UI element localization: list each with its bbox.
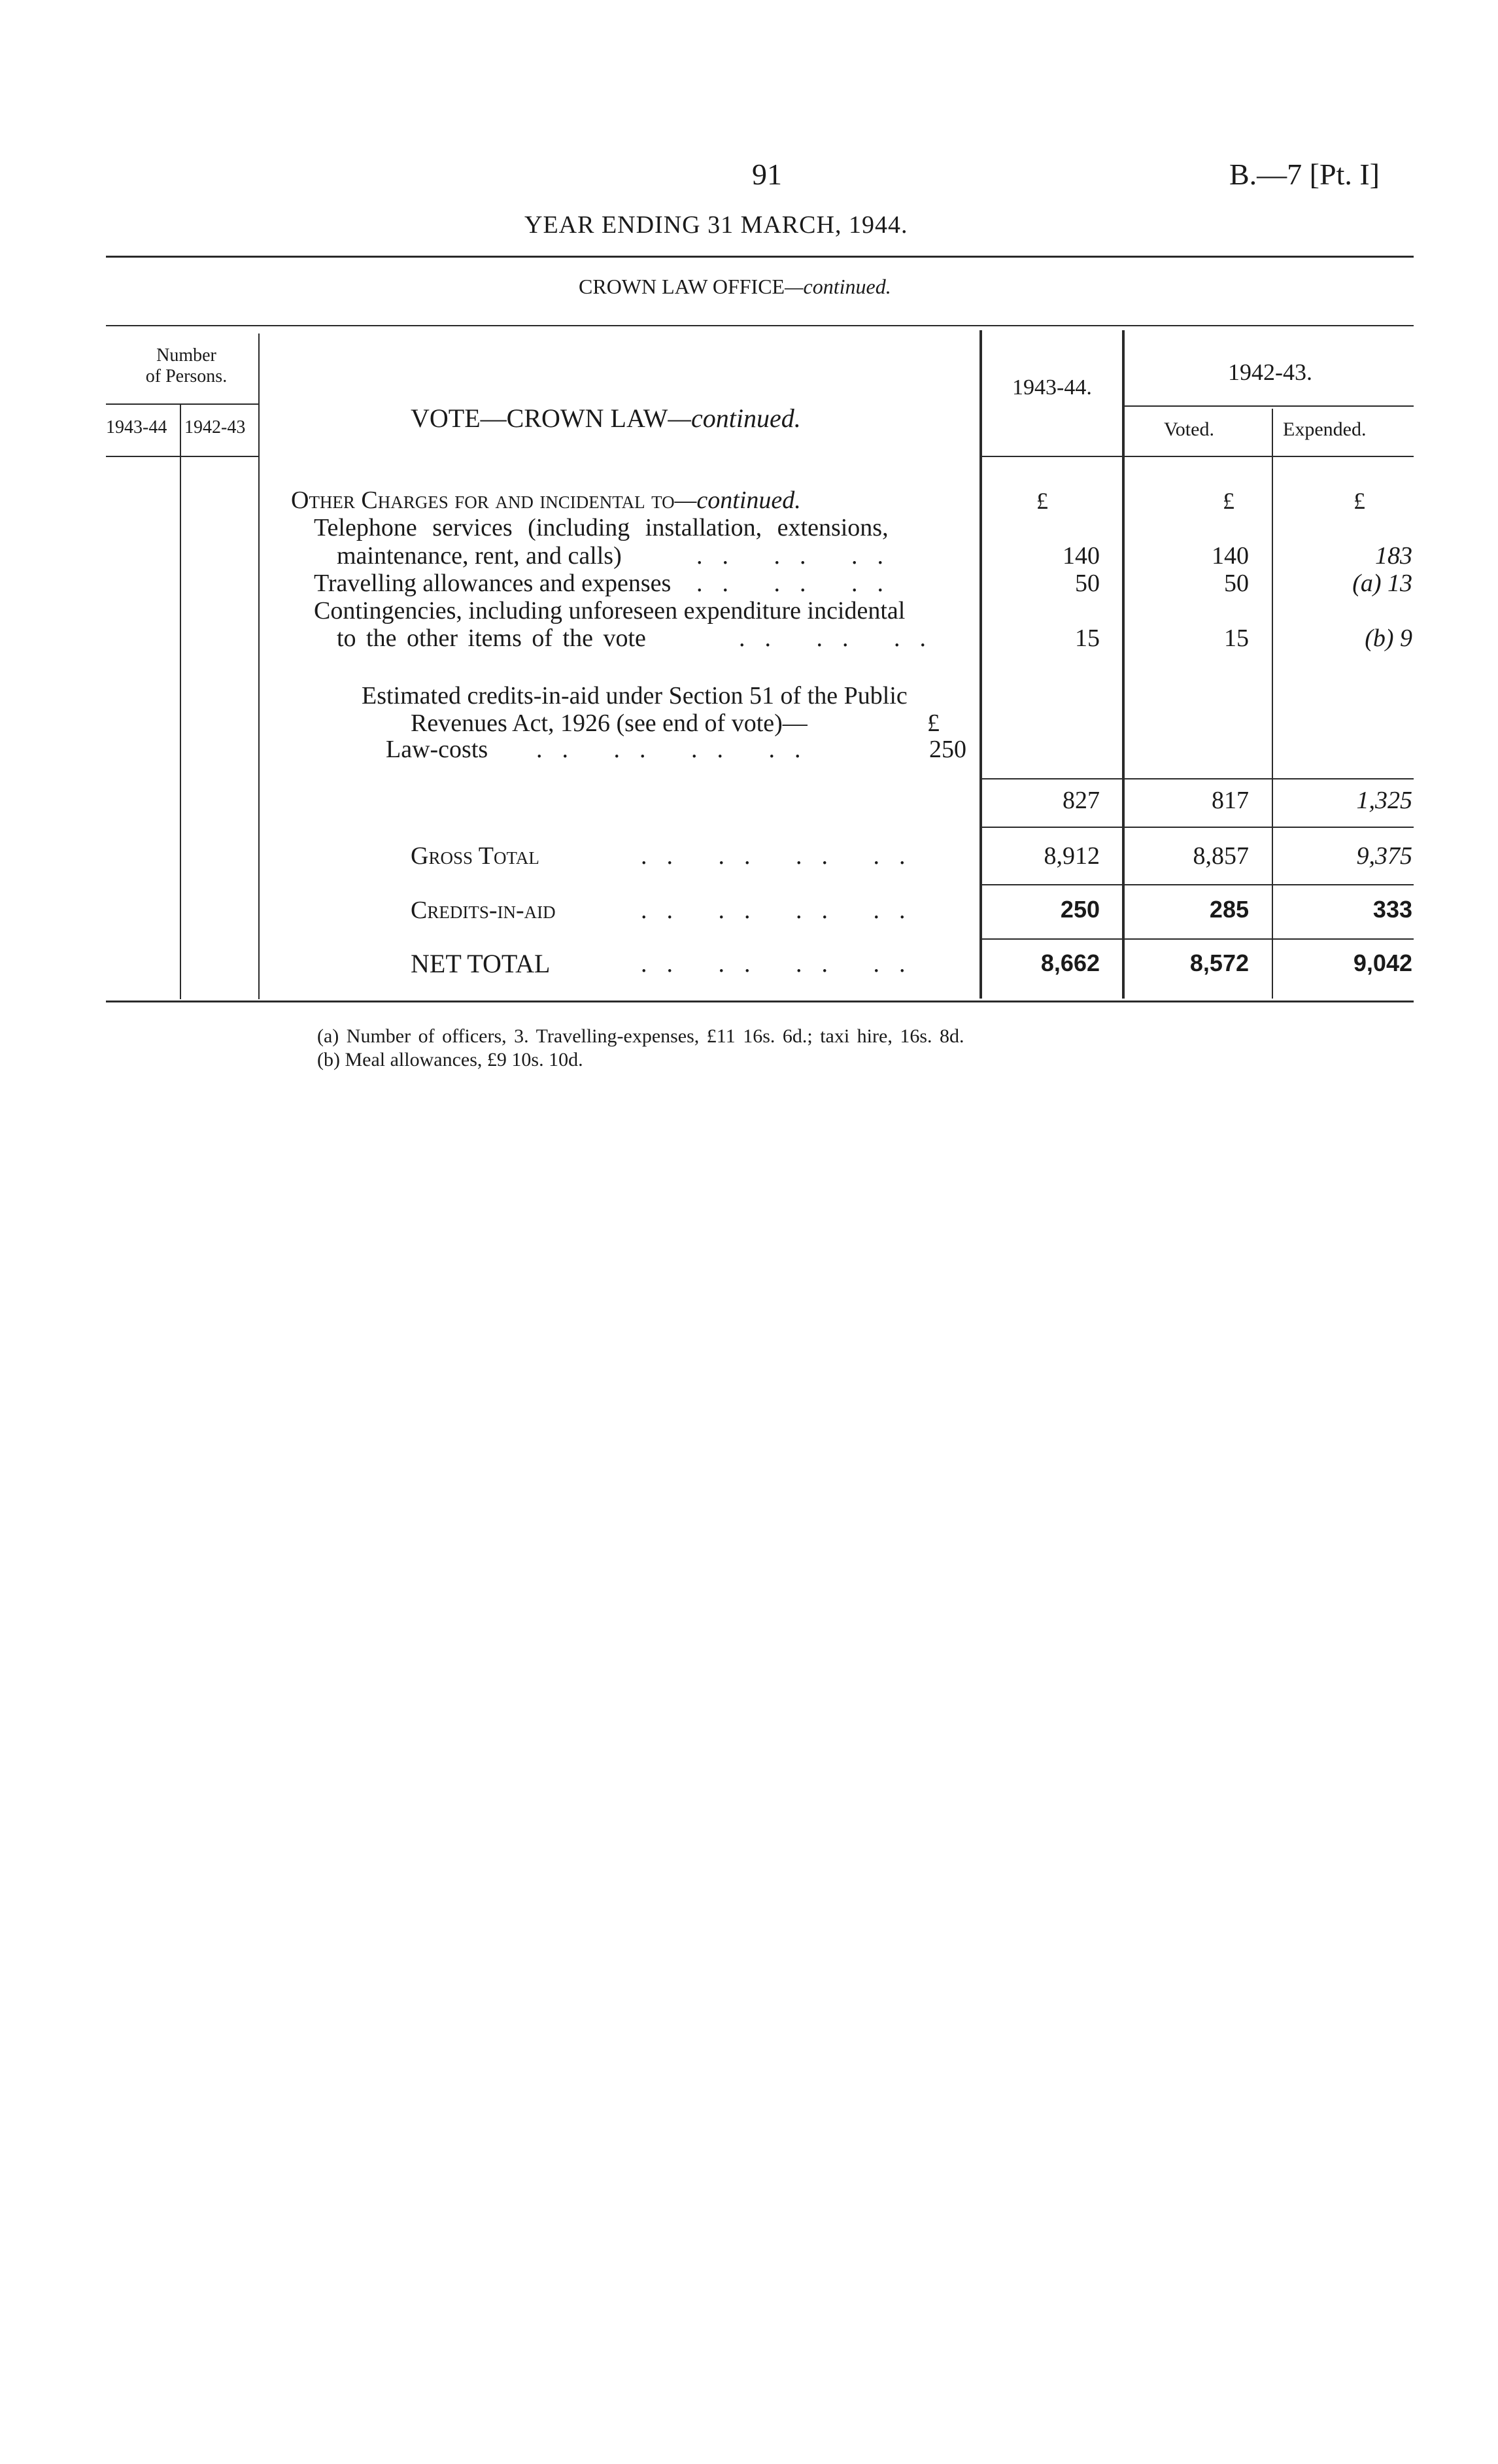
office-title [579, 275, 891, 299]
gross-total-voted: 8,857 [1193, 842, 1249, 870]
voted-header: Voted. [1164, 419, 1214, 440]
credits-note-currency: £ [927, 710, 940, 737]
row-telephone-voted: 140 [1212, 542, 1249, 570]
persons-head-bottom-rule [106, 456, 258, 457]
row-contingencies-voted: 15 [1224, 625, 1249, 652]
vote-title [411, 403, 801, 434]
number-of-persons-line-1: Number [156, 345, 216, 366]
credits-note-line-2: Revenues Act, 1926 (see end of vote)— [411, 710, 808, 737]
row-contingencies-line-2: to the other items of the vote [337, 625, 646, 652]
row-contingencies-line-1: Contingencies, including unforeseen expenditure incidental [314, 597, 906, 625]
expended-header: Expended. [1283, 419, 1367, 440]
row-travelling-dots: .. .. .. [696, 570, 903, 597]
currency-1943: £ [1036, 488, 1048, 514]
credits-in-aid-1943: 250 [1060, 896, 1100, 923]
year-1943-44-header: 1943-44. [1012, 375, 1092, 400]
net-total-dots: .. .. .. .. [641, 950, 925, 978]
subtotal-1943: 827 [1063, 787, 1100, 814]
law-costs-label: Law-costs [386, 736, 488, 763]
law-costs-value: 250 [929, 736, 966, 763]
page-number: 91 [752, 158, 782, 191]
subtotal-voted: 817 [1212, 787, 1249, 814]
credits-in-aid-label: Credits-in-aid [411, 897, 556, 924]
year-title: YEAR ENDING 31 MARCH, 1944. [524, 211, 908, 239]
number-of-persons-label [124, 345, 248, 387]
row-contingencies-expended: (b) 9 [1365, 625, 1412, 652]
header-rule [106, 256, 1414, 258]
number-of-persons-line-2: of Persons. [145, 366, 228, 386]
credits-in-aid-voted: 285 [1209, 896, 1249, 923]
footnote-b: (b) Meal allowances, £9 10s. 10d. [317, 1049, 583, 1070]
row-travelling-line-1: Travelling allowances and expenses [314, 570, 672, 597]
office-title-suffix: —continued. [785, 275, 891, 298]
table-top-rule [106, 325, 1414, 326]
section-heading [291, 486, 801, 515]
gross-total-dots: .. .. .. .. [641, 842, 925, 870]
subtotal-expended: 1,325 [1356, 787, 1412, 814]
gross-total-1943: 8,912 [1044, 842, 1100, 870]
net-total-voted: 8,572 [1189, 950, 1249, 976]
document-reference: B.—7 [Pt. I] [1229, 158, 1380, 191]
credits-in-aid-expended: 333 [1372, 896, 1412, 923]
year-head-bottom-rule [981, 456, 1414, 457]
row-travelling-voted: 50 [1224, 570, 1249, 597]
persons-1943-44-header: 1943-44 [106, 417, 167, 437]
gross-total-expended: 9,375 [1356, 842, 1412, 870]
section-heading-suffix: —continued. [674, 487, 801, 514]
row-telephone-1943: 140 [1063, 542, 1100, 570]
vote-title-suffix: —continued. [668, 403, 801, 433]
row-telephone-line-2: maintenance, rent, and calls) [337, 542, 622, 570]
net-total-label: NET TOTAL [411, 949, 551, 978]
credits-in-aid-bottom-rule [981, 938, 1414, 940]
row-contingencies-dots: .. .. .. [739, 625, 945, 652]
subtotal-top-rule [981, 778, 1414, 779]
col-line-voted [1122, 330, 1125, 999]
gross-total-bottom-rule [981, 884, 1414, 885]
year-1942-43-header: 1942-43. [1228, 359, 1312, 385]
col-line-1943 [979, 330, 982, 999]
persons-1942-43-header: 1942-43 [184, 417, 246, 437]
credits-in-aid-dots: .. .. .. .. [641, 897, 925, 924]
section-heading-text: Other Charges for and incidental to [291, 487, 675, 514]
col-line-persons [180, 404, 181, 999]
col-line-expended [1272, 409, 1273, 999]
col-line-desc-left [258, 334, 260, 999]
currency-expended: £ [1353, 488, 1365, 514]
row-telephone-dots: .. .. .. [696, 542, 903, 570]
row-contingencies-1943: 15 [1075, 625, 1100, 652]
gross-total-label: Gross Total [411, 842, 539, 870]
office-title-text: CROWN LAW OFFICE [579, 275, 785, 298]
net-total-1943: 8,662 [1040, 950, 1100, 976]
row-telephone-line-1: Telephone services (including installation, extensions, [314, 514, 889, 541]
footnote-a: (a) Number of officers, 3. Travelling-expenses, £11 16s. 6d.; taxi hire, 16s. 8d. [317, 1025, 964, 1047]
table-bottom-rule [106, 1001, 1414, 1002]
currency-voted: £ [1223, 488, 1234, 514]
subtotal-bottom-rule [981, 827, 1414, 828]
row-travelling-1943: 50 [1075, 570, 1100, 597]
row-telephone-expended: 183 [1375, 542, 1412, 570]
law-costs-dots: .. .. .. .. [536, 736, 821, 763]
credits-note-line-1: Estimated credits-in-aid under Section 51 of the Public [362, 682, 908, 710]
net-total-expended: 9,042 [1353, 950, 1412, 976]
row-travelling-expended: (a) 13 [1352, 570, 1412, 597]
year-subhead-rule [1123, 405, 1414, 407]
persons-subhead-rule [106, 403, 258, 405]
vote-title-text: VOTE—CROWN LAW [411, 403, 668, 433]
